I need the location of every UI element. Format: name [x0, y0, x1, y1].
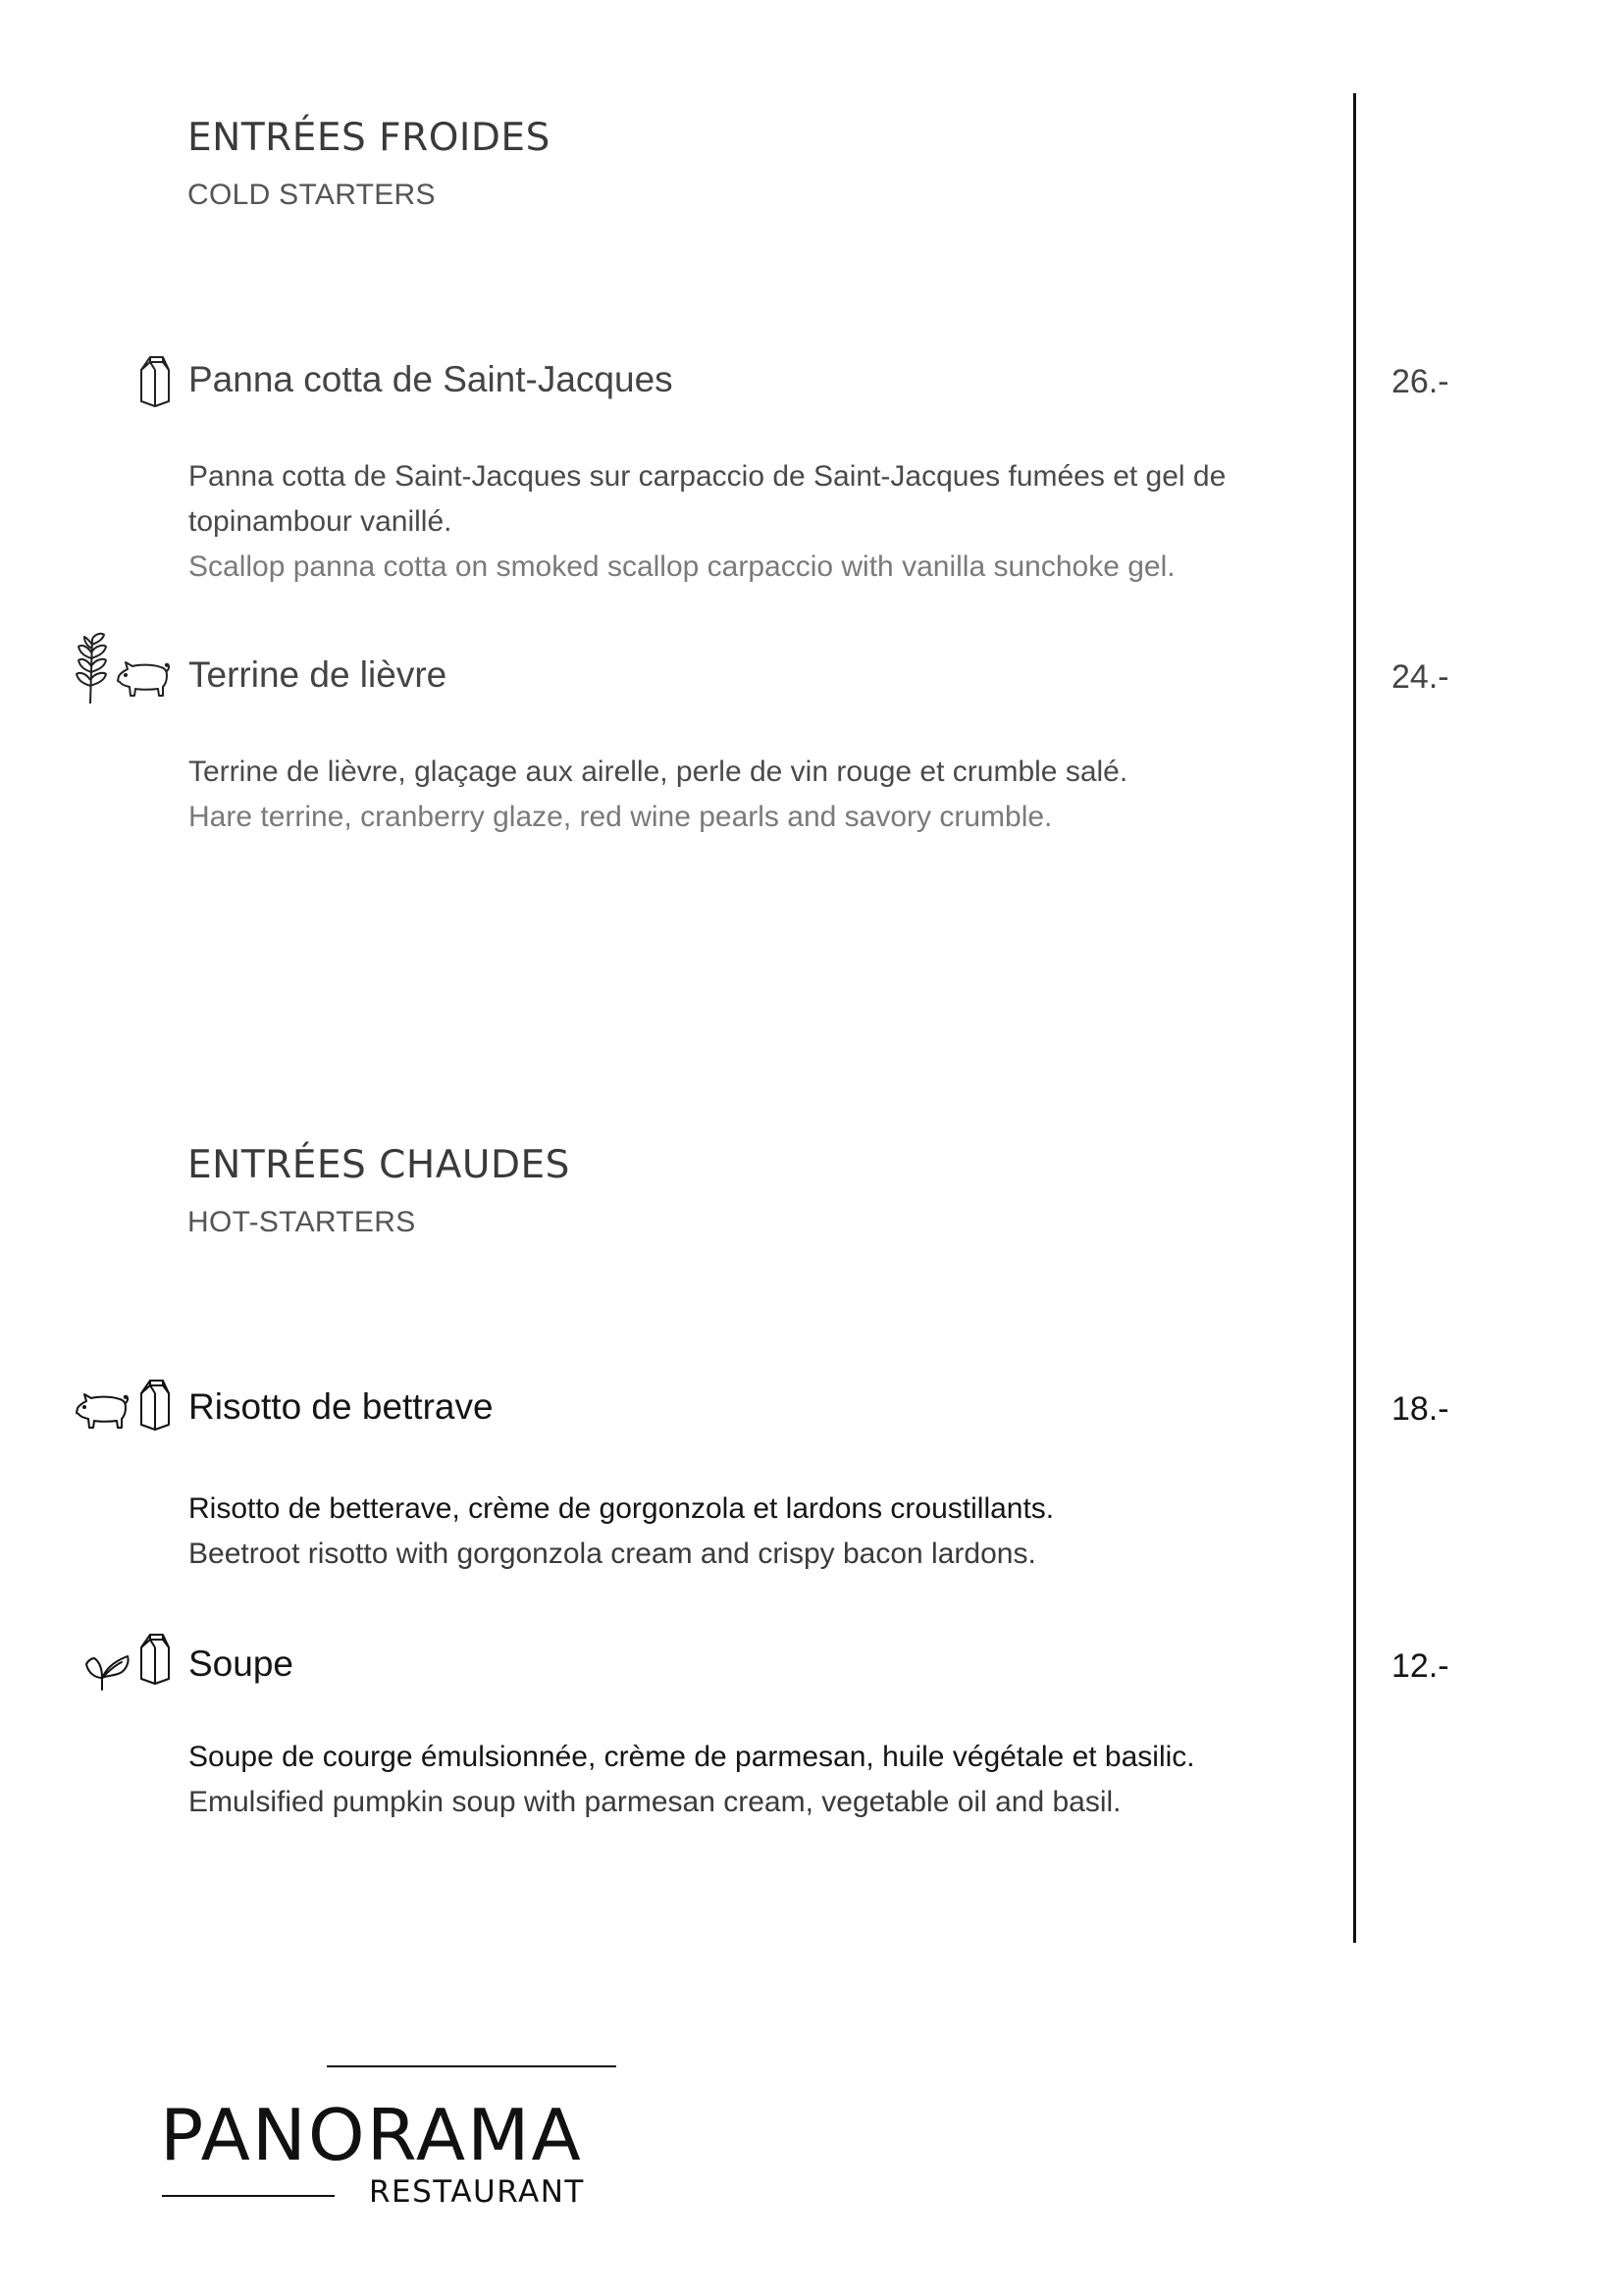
item-title: Risotto de bettrave	[188, 1386, 494, 1427]
logo-tagline: RESTAURANT	[369, 2174, 585, 2210]
description-fr: Soupe de courge émulsionnée, crème de parmesan, huile végétale et basilic.	[188, 1741, 1195, 1773]
item-title: Panna cotta de Saint-Jacques	[188, 359, 673, 399]
item-price: 18.-	[1391, 1390, 1449, 1428]
leaf-sprout-icon	[84, 1648, 131, 1692]
item-price: 24.-	[1391, 658, 1449, 696]
item-title: Terrine de lièvre	[188, 654, 447, 695]
description-fr: Panna cotta de Saint-Jacques sur carpaccio de Saint-Jacques fumées et gel de topinambour vanillé.	[188, 460, 1227, 538]
description-fr: Risotto de betterave, crème de gorgonzola et lardons croustillants.	[188, 1492, 1055, 1525]
logo-bottom-rule	[162, 2195, 335, 2197]
item-description	[188, 1735, 1346, 1825]
milk-carton-icon	[138, 354, 172, 407]
section-title-cold: ENTRÉES FROIDES	[187, 116, 550, 160]
item-title: Soupe	[188, 1644, 293, 1684]
section-title-hot: ENTRÉES CHAUDES	[187, 1143, 570, 1187]
milk-carton-icon	[138, 1632, 172, 1685]
description-en: Beetroot risotto with gorgonzola cream and crispy bacon lardons.	[188, 1538, 1036, 1570]
logo-top-rule	[327, 2065, 616, 2067]
logo-name: PANORAMA	[160, 2094, 583, 2176]
description-en: Scallop panna cotta on smoked scallop carpaccio with vanilla sunchoke gel.	[188, 550, 1176, 583]
section-subtitle-cold: COLD STARTERS	[187, 179, 436, 211]
pig-icon	[75, 1391, 130, 1431]
item-description	[188, 750, 1346, 840]
milk-carton-icon	[138, 1378, 172, 1431]
pig-icon	[116, 659, 171, 699]
item-price: 26.-	[1391, 363, 1449, 400]
description-en: Emulsified pumpkin soup with parmesan cream, vegetable oil and basil.	[188, 1786, 1122, 1818]
price-column-divider	[1353, 93, 1356, 1943]
item-price: 12.-	[1391, 1647, 1449, 1685]
section-subtitle-hot: HOT-STARTERS	[187, 1206, 416, 1238]
description-fr: Terrine de lièvre, glaçage aux airelle, perle de vin rouge et crumble salé.	[188, 756, 1128, 788]
item-description	[188, 454, 1346, 590]
wheat-icon	[75, 631, 110, 705]
description-en: Hare terrine, cranberry glaze, red wine pearls and savory crumble.	[188, 801, 1053, 833]
item-description	[188, 1487, 1346, 1577]
